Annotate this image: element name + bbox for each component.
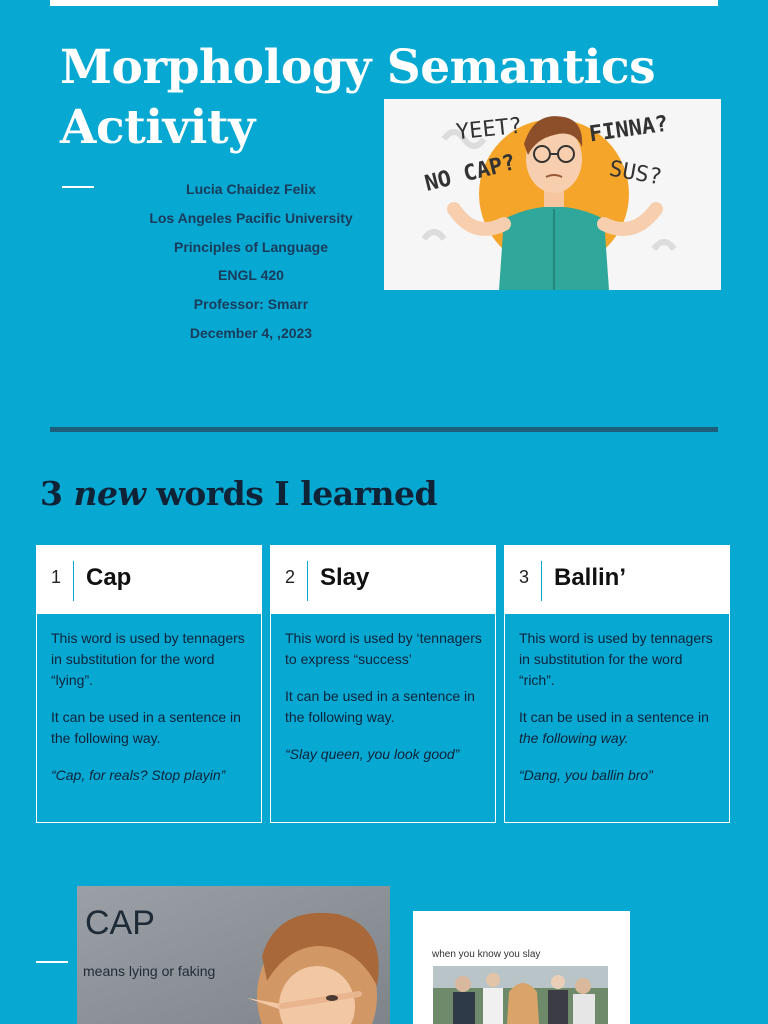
course-name: Principles of Language (173, 238, 329, 255)
card-definition: This word is used by ‘tennagers to express “success’ (285, 630, 482, 667)
card-usage-intro-a: It can be used in a sentence in (519, 709, 709, 725)
word-sus: SUS? (607, 156, 664, 191)
course-code: ENGL 420 (218, 267, 284, 284)
word-no-cap: NO CAP? (422, 150, 519, 197)
card-definition: This word is used by tennagers in substitution for the word “lying”. (51, 630, 245, 688)
word-card-ballin (504, 545, 730, 823)
date: December 4, ,2023 (189, 324, 313, 341)
section-title-emphasis: new (73, 474, 146, 513)
card-number: 3 (519, 567, 530, 587)
card-separator (307, 561, 308, 601)
cap-meme-image (77, 886, 390, 1024)
card-word: Ballin’ (554, 564, 627, 591)
card-body (505, 614, 729, 786)
card-usage-intro: It can be used in a sentence in the following way. (51, 709, 241, 746)
accent-dash-bottom (36, 961, 68, 963)
title-line-2: Activity (60, 100, 255, 155)
card-body (271, 614, 495, 765)
slay-photo-svg (433, 966, 608, 1024)
card-number: 2 (285, 567, 296, 587)
university: Los Angeles Pacific University (149, 209, 353, 226)
confused-man-illustration (384, 99, 721, 290)
card-body (37, 614, 261, 786)
section-divider (50, 427, 718, 432)
card-usage-intro (519, 707, 716, 749)
card-separator (73, 561, 74, 601)
card-header (505, 546, 729, 614)
word-card-cap (36, 545, 262, 823)
card-example: “Dang, you ballin bro” (519, 767, 653, 783)
slay-photo (433, 966, 608, 1024)
author-info-block (120, 178, 382, 351)
section-title-prefix: 3 (40, 474, 74, 513)
card-separator (541, 561, 542, 601)
cap-meme-title: CAP (85, 904, 155, 942)
card-word: Cap (86, 564, 132, 591)
card-word: Slay (320, 564, 370, 591)
professor: Professor: Smarr (193, 296, 309, 313)
card-example: “Cap, for reals? Stop playin” (51, 767, 226, 783)
top-accent-bar (50, 0, 718, 6)
card-example: “Slay queen, you look good” (285, 746, 460, 762)
word-card-slay (270, 545, 496, 823)
card-usage-intro: It can be used in a sentence in the following way. (285, 688, 475, 725)
accent-dash (62, 186, 94, 188)
word-finna: FINNA? (587, 111, 670, 148)
slay-meme-caption: when you know you slay (432, 949, 541, 960)
card-number: 1 (51, 567, 62, 587)
title-line-1: Morphology Semantics (60, 40, 656, 95)
card-usage-intro-b: the following way. (519, 730, 629, 746)
card-header (271, 546, 495, 614)
cap-meme-subtitle: means lying or faking (83, 963, 216, 979)
slay-meme-image (413, 911, 630, 1024)
card-definition: This word is used by tennagers in substitution for the word “rich”. (519, 630, 713, 688)
section-title-suffix: words I learned (145, 474, 438, 513)
word-yeet: YEET? (454, 113, 524, 146)
section-title (40, 474, 437, 513)
author-name: Lucia Chaidez Felix (186, 181, 316, 197)
card-header (37, 546, 261, 614)
